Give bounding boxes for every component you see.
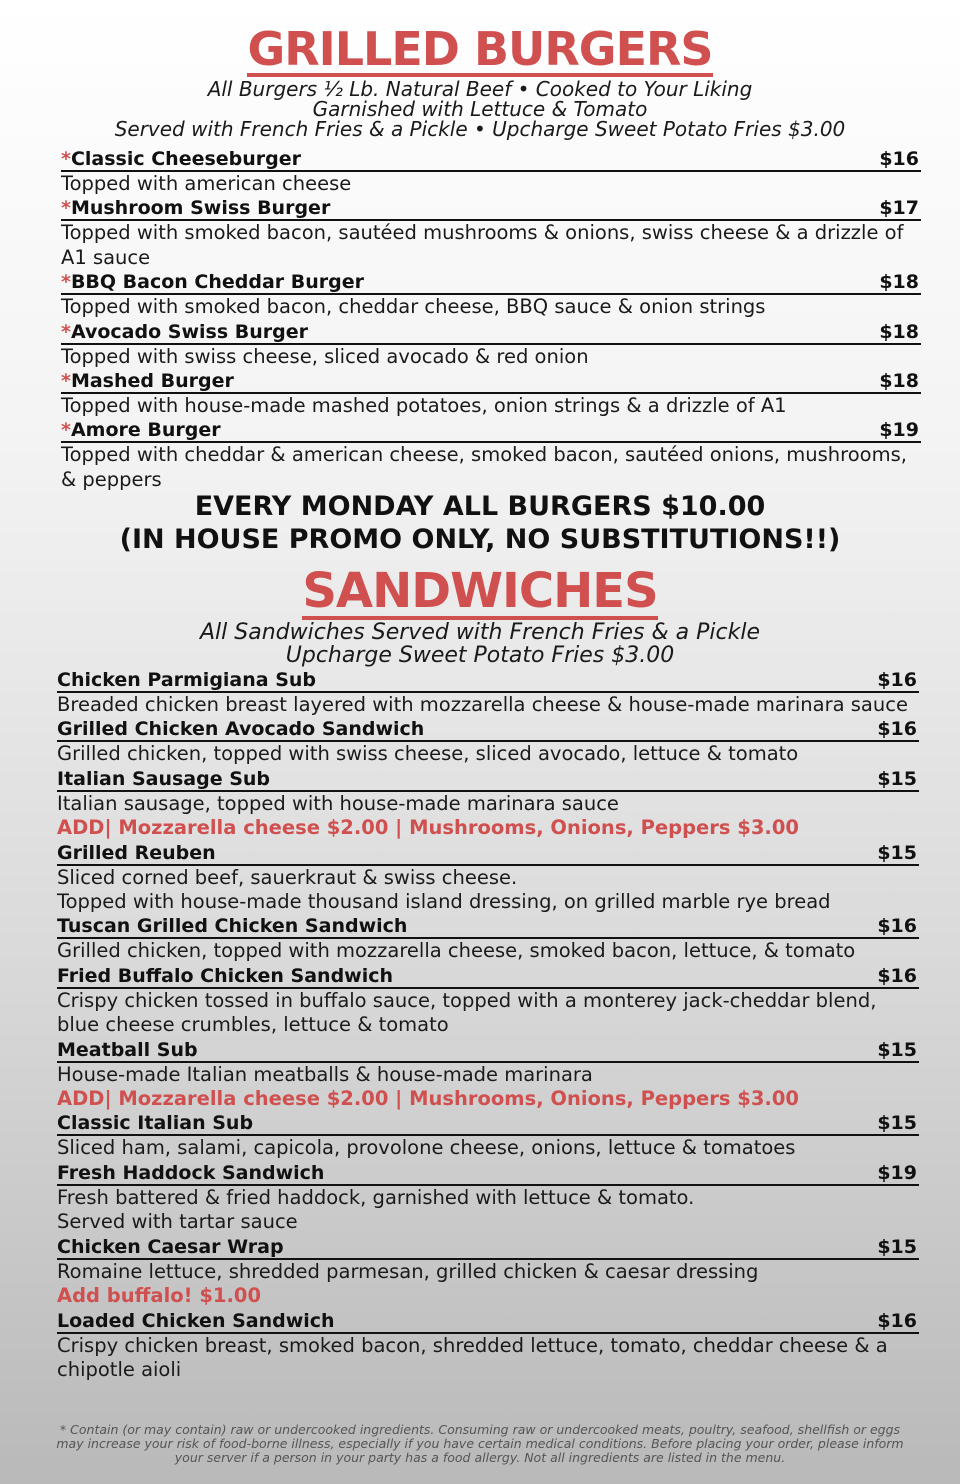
menu-item-description: Topped with american cheese [61,172,352,195]
menu-item-title [57,1310,335,1332]
menu-item-title [61,370,234,392]
menu-item-description: Grilled chicken, topped with swiss cheese, sliced avocado, lettuce & tomato [57,742,799,766]
raw-warning-asterisk: * [61,197,71,220]
menu-item-header [61,418,921,443]
raw-warning-asterisk: * [61,271,71,294]
burgers-list [61,147,921,492]
menu-item-title [57,669,316,691]
menu-item-addon: ADD| Mozzarella cheese $2.00 | Mushrooms, Onions, Peppers $3.00 [57,1087,799,1111]
menu-item-description: Topped with swiss cheese, sliced avocado & red onion [61,344,589,368]
menu-item-title [57,915,407,937]
menu-item [57,1235,919,1309]
menu-item-description: Topped with smoked bacon, cheddar cheese, BBQ sauce & onion strings [61,295,766,319]
menu-item-description: Sliced corned beef, sauerkraut & swiss cheese. [57,865,518,889]
promo-line-2: (IN HOUSE PROMO ONLY, NO SUBSTITUTIONS!!) [119,524,841,555]
menu-item [61,418,921,492]
promo-line-1: EVERY MONDAY ALL BURGERS $10.00 [194,491,766,522]
menu-item-description: Romaine lettuce, shredded parmesan, grilled chicken & caesar dressing [57,1259,759,1283]
sandwiches-list [57,668,919,1382]
menu-item-header [57,717,919,742]
raw-warning-asterisk: * [61,419,71,442]
raw-warning-asterisk: * [61,320,71,343]
monday-promo [0,490,960,556]
menu-item-addon: ADD| Mozzarella cheese $2.00 | Mushrooms, Onions, Peppers $3.00 [57,816,799,840]
menu-item-header [57,1111,919,1136]
menu-item-header [57,1235,919,1260]
menu-item-price: $18 [879,320,919,343]
menu-item-header [57,914,919,939]
menu-item-title [57,842,216,864]
burgers-title: GRILLED BURGERS [247,22,713,76]
menu-item-price: $16 [877,669,917,691]
menu-item-price: $16 [877,1309,917,1332]
menu-item-name: Meatball Sub [57,1038,198,1061]
menu-item-title [57,768,270,790]
menu-item-name: Italian Sausage Sub [57,767,271,790]
menu-item-description: chipotle aioli [57,1357,182,1381]
menu-item-name: Loaded Chicken Sandwich [57,1309,335,1332]
menu-item-price: $18 [879,370,919,393]
burgers-subtitle: All Burgers ½ Lb. Natural Beef • Cooked to Your Liking Garnished with Lettuce & Tomato Served with French Fries & a Pickle • Upcharge Sweet Potato Fries $3.00 [114,77,846,141]
menu-item-name: Grilled Chicken Avocado Sandwich [57,718,425,741]
menu-item-header [57,1038,919,1063]
menu-item-description: blue cheese crumbles, lettuce & tomato [57,1013,449,1037]
menu-item [61,270,921,319]
raw-warning-asterisk: * [61,148,71,170]
menu-item-name: Fresh Haddock Sandwich [57,1161,325,1184]
menu-item [61,147,921,196]
menu-item [57,717,919,766]
allergy-footnote: * Contain (or may contain) raw or undercooked ingredients. Consuming raw or undercooked meats, poultry, seafood, shellfish or eggs may increase your risk of food-borne illness, especially if you have certain medical conditions. Before placing your order, please inform your server if a person in your party has a food allergy. Not all ingredients are listed in the menu. [56,1422,904,1465]
menu-item [57,767,919,841]
menu-item-name: Grilled Reuben [57,841,216,864]
menu-item-description: Fresh battered & fried haddock, garnished with lettuce & tomato. [57,1185,695,1209]
menu-item-header [61,369,921,394]
menu-item-title [57,718,424,740]
menu-item-title [57,1236,284,1258]
menu-item-header [61,147,921,172]
menu-item-description: Topped with cheddar & american cheese, smoked bacon, sautéed onions, mushrooms, [61,443,907,467]
menu-item-header [57,767,919,792]
menu-item-description: & peppers [61,467,162,491]
menu-item [61,320,921,369]
menu-item [57,841,919,915]
menu-item-header [57,841,919,866]
menu-item-price: $16 [877,718,917,741]
menu-item-header [61,320,921,345]
menu-item-description: Sliced ham, salami, capicola, provolone cheese, onions, lettuce & tomatoes [57,1136,796,1160]
menu-item [57,964,919,1038]
menu-item [57,914,919,963]
menu-item-header [57,1161,919,1186]
menu-item-description: Grilled chicken, topped with mozzarella cheese, smoked bacon, lettuce, & tomato [57,939,856,963]
menu-item-price: $15 [877,841,917,864]
menu-item-price: $16 [877,915,917,938]
menu-item-price: $19 [879,419,919,442]
menu-item [57,668,919,717]
menu-item-name: Amore Burger [70,419,221,442]
menu-item [57,1161,919,1235]
menu-item-title [57,1039,198,1061]
menu-item-price: $19 [877,1161,917,1184]
menu-item-title [57,965,393,987]
menu-item [57,1309,919,1383]
menu-item-description: Crispy chicken tossed in buffalo sauce, topped with a monterey jack-cheddar blend, [57,988,877,1012]
sandwiches-title: SANDWICHES [302,563,658,619]
menu-item-name: Classic Cheeseburger [70,148,302,170]
menu-item-description: Breaded chicken breast layered with mozzarella cheese & house-made marinara sauce [57,693,908,716]
menu-item-price: $15 [877,1038,917,1061]
menu-item [57,1111,919,1160]
menu-item-header [61,270,921,295]
menu-item-header [57,1309,919,1334]
menu-item [61,369,921,418]
menu-item-title [61,321,308,343]
sandwiches-subtitle: All Sandwiches Served with French Fries & a Pickle Upcharge Sweet Potato Fries $3.00 [200,620,760,668]
menu-item-description: Crispy chicken breast, smoked bacon, shredded lettuce, tomato, cheddar cheese & a [57,1333,888,1357]
menu-item-name: Mashed Burger [70,370,234,393]
menu-item-header [57,964,919,989]
menu-item-price: $15 [877,1235,917,1258]
menu-item-price: $16 [879,148,919,170]
menu-item-title [57,1112,253,1134]
menu-item-name: Avocado Swiss Burger [70,320,308,343]
menu-item-price: $16 [877,964,917,987]
menu-item-description: Italian sausage, topped with house-made marinara sauce [57,791,619,815]
menu-item-name: BBQ Bacon Cheddar Burger [70,271,365,294]
menu-item-price: $15 [877,1112,917,1135]
menu-item-name: Chicken Parmigiana Sub [57,669,317,691]
menu-item-header [57,668,919,693]
menu-item-description: House-made Italian meatballs & house-made marinara [57,1062,593,1086]
menu-item-header [61,196,921,221]
menu-item-name: Tuscan Grilled Chicken Sandwich [57,915,408,938]
menu-item-title [61,419,221,441]
menu-item-name: Mushroom Swiss Burger [70,197,331,220]
raw-warning-asterisk: * [61,370,71,393]
menu-item-name: Classic Italian Sub [57,1112,254,1135]
menu-item-description: Served with tartar sauce [57,1210,298,1234]
menu-item-name: Chicken Caesar Wrap [57,1235,284,1258]
menu-item-description: Topped with house-made mashed potatoes, onion strings & a drizzle of A1 [61,394,787,418]
menu-item-description: A1 sauce [61,245,151,269]
menu-item [57,1038,919,1112]
menu-item-title [61,197,330,219]
menu-item-description: Topped with smoked bacon, sautéed mushrooms & onions, swiss cheese & a drizzle of [61,221,904,245]
menu-item-addon: Add buffalo! $1.00 [57,1284,262,1308]
menu-item-title [61,271,364,293]
menu-item-price: $18 [879,271,919,294]
menu-item-price: $17 [879,197,919,220]
menu-item-title [61,148,301,170]
menu-item [61,196,921,270]
menu-item-title [57,1162,324,1184]
menu-item-description: Topped with house-made thousand island dressing, on grilled marble rye bread [57,890,831,914]
menu-item-name: Fried Buffalo Chicken Sandwich [57,964,394,987]
menu-item-price: $15 [877,767,917,790]
